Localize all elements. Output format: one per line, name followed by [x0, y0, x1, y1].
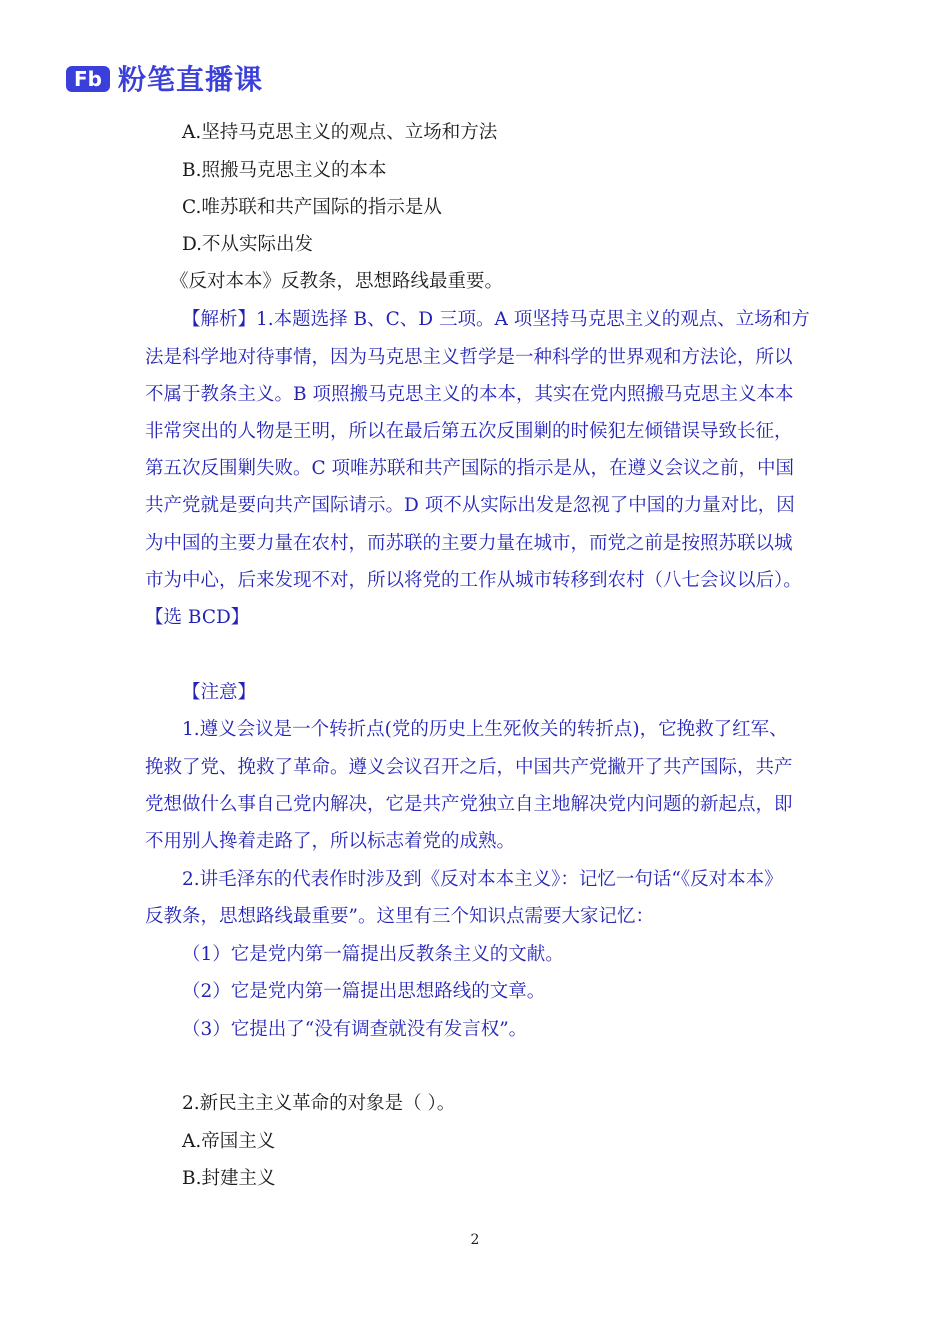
logo-mark-text: Fb — [74, 67, 102, 91]
note-line: 反教条，思想路线最重要”。这里有三个知识点需要大家记忆： — [145, 906, 654, 927]
note-title: 【注意】 — [182, 682, 257, 703]
analysis-line: 共产党就是要向共产国际请示。D 项不从实际出发是忽视了中国的力量对比，因 — [145, 495, 795, 516]
q1-option-d: D.不从实际出发 — [182, 234, 314, 255]
note-line: 1.遵义会议是一个转折点(党的历史上生死攸关的转折点)，它挽救了红军、 — [182, 719, 788, 740]
analysis-line: 为中国的主要力量在农村，而苏联的主要力量在城市，而党之前是按照苏联以城 — [145, 533, 793, 554]
analysis-line: 不属于教条主义。B 项照搬马克思主义的本本，其实在党内照搬马克思主义本本 — [145, 384, 794, 405]
fenbi-logo-icon — [66, 60, 110, 96]
q2-option-a: A.帝国主义 — [182, 1131, 276, 1152]
analysis-line: 第五次反围剿失败。C 项唯苏联和共产国际的指示是从，在遵义会议之前，中国 — [145, 458, 795, 479]
note-line: 党想做什么事自己党内解决，它是共产党独立自主地解决党内问题的新起点，即 — [145, 794, 793, 815]
brand-name: 粉笔直播课 — [118, 63, 264, 96]
analysis-line: 【解析】1.本题选择 B、C、D 三项。A 项坚持马克思主义的观点、立场和方 — [182, 309, 810, 330]
note-point: （3）它提出了“没有调查就没有发言权”。 — [182, 1019, 528, 1040]
q1-option-c: C.唯苏联和共产国际的指示是从 — [182, 197, 442, 218]
analysis-line: 市为中心，后来发现不对，所以将党的工作从城市转移到农村（八七会议以后）。 — [145, 570, 802, 591]
analysis-line: 法是科学地对待事情，因为马克思主义哲学是一种科学的世界观和方法论，所以 — [145, 347, 793, 368]
quote-line: 《反对本本》反教条，思想路线最重要。 — [170, 271, 504, 292]
note-point: （1）它是党内第一篇提出反教条主义的文献。 — [182, 944, 564, 965]
page-number: 2 — [470, 1232, 480, 1248]
q2-option-b: B.封建主义 — [182, 1168, 276, 1189]
analysis-line: 非常突出的人物是王明，所以在最后第五次反围剿的时候犯左倾错误导致长征， — [145, 421, 793, 442]
analysis-answer: 【选 BCD】 — [145, 607, 250, 628]
q2-stem: 2.新民主主义革命的对象是（ ）。 — [182, 1093, 456, 1114]
note-line: 挽救了党、挽救了革命。遵义会议召开之后，中国共产党撇开了共产国际，共产 — [145, 757, 793, 778]
q1-option-a: A.坚持马克思主义的观点、立场和方法 — [182, 122, 498, 143]
note-line: 不用别人搀着走路了，所以标志着党的成熟。 — [145, 831, 516, 852]
q1-option-b: B.照搬马克思主义的本本 — [182, 160, 387, 181]
brand-logo — [66, 58, 263, 98]
note-point: （2）它是党内第一篇提出思想路线的文章。 — [182, 981, 546, 1002]
note-line: 2.讲毛泽东的代表作时涉及到《反对本本主义》：记忆一句话“《反对本本》 — [182, 869, 783, 890]
